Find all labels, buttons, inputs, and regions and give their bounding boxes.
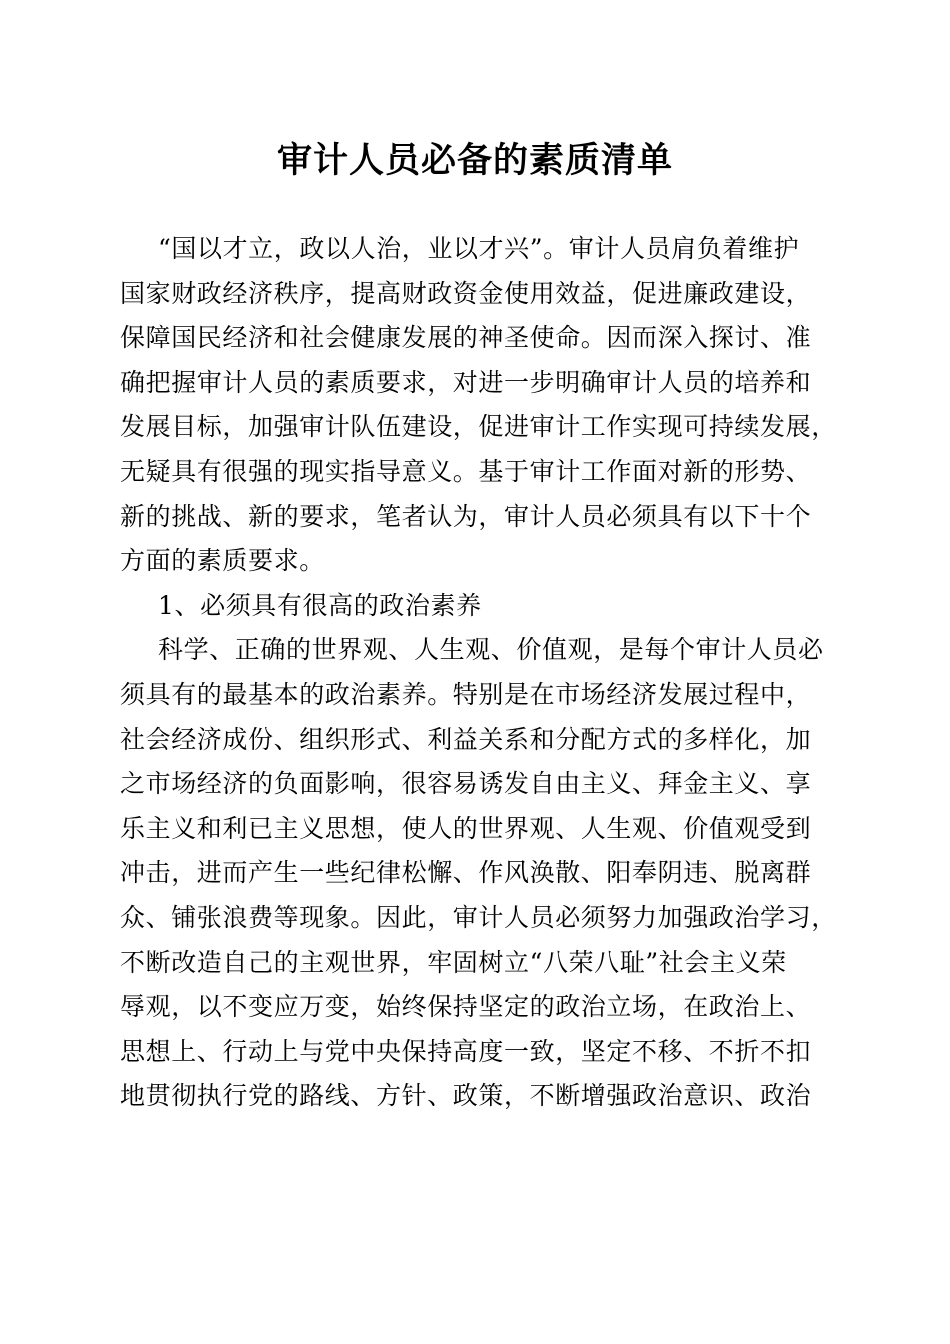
paragraph-line: “国以才立，政以人治，业以才兴”。审计人员肩负着维护 <box>158 234 800 263</box>
paragraph-line: 国家财政经济秩序，提高财政资金使用效益，促进廉政建设， <box>120 278 812 308</box>
paragraph-line: 确把握审计人员的素质要求，对进一步明确审计人员的培养和 <box>120 367 812 397</box>
paragraph-line: 辱观，以不变应万变，始终保持坚定的政治立场，在政治上、 <box>120 992 812 1022</box>
paragraph-line: 保障国民经济和社会健康发展的神圣使命。因而深入探讨、准 <box>120 323 812 353</box>
paragraph-line: 无疑具有很强的现实指导意义。基于审计工作面对新的形势、 <box>120 456 812 486</box>
paragraph-line: 冲击，进而产生一些纪律松懈、作风涣散、阳奉阴违、脱离群 <box>120 858 812 888</box>
section-heading: 1、必须具有很高的政治素养 <box>158 590 482 620</box>
paragraph-line: 须具有的最基本的政治素养。特别是在市场经济发展过程中， <box>120 679 812 709</box>
paragraph-line: 科学、正确的世界观、人生观、价值观，是每个审计人员必 <box>158 635 824 665</box>
paragraph-line: 之市场经济的负面影响，很容易诱发自由主义、拜金主义、享 <box>120 769 812 799</box>
paragraph-line: 方面的素质要求。 <box>120 546 325 576</box>
paragraph-line: 新的挑战、新的要求，笔者认为，审计人员必须具有以下十个 <box>120 501 812 531</box>
paragraph-line: 乐主义和利已主义思想，使人的世界观、人生观、价值观受到 <box>120 813 812 843</box>
document-body <box>120 227 837 1119</box>
paragraph-line: 社会经济成份、组织形式、利益关系和分配方式的多样化，加 <box>120 724 812 754</box>
paragraph-line: 思想上、行动上与党中央保持高度一致，坚定不移、不折不扣 <box>120 1036 812 1066</box>
paragraph-line: 地贯彻执行党的路线、方针、政策，不断增强政治意识、政治 <box>120 1081 812 1111</box>
paragraph-line: 众、铺张浪费等现象。因此，审计人员必须努力加强政治学习， <box>120 902 837 932</box>
document-title: 审计人员必备的素质清单 <box>276 140 673 181</box>
paragraph-line: 不断改造自己的主观世界，牢固树立“八荣八耻”社会主义荣 <box>120 947 787 977</box>
paragraph-line: 发展目标，加强审计队伍建设，促进审计工作实现可持续发展， <box>120 412 837 442</box>
